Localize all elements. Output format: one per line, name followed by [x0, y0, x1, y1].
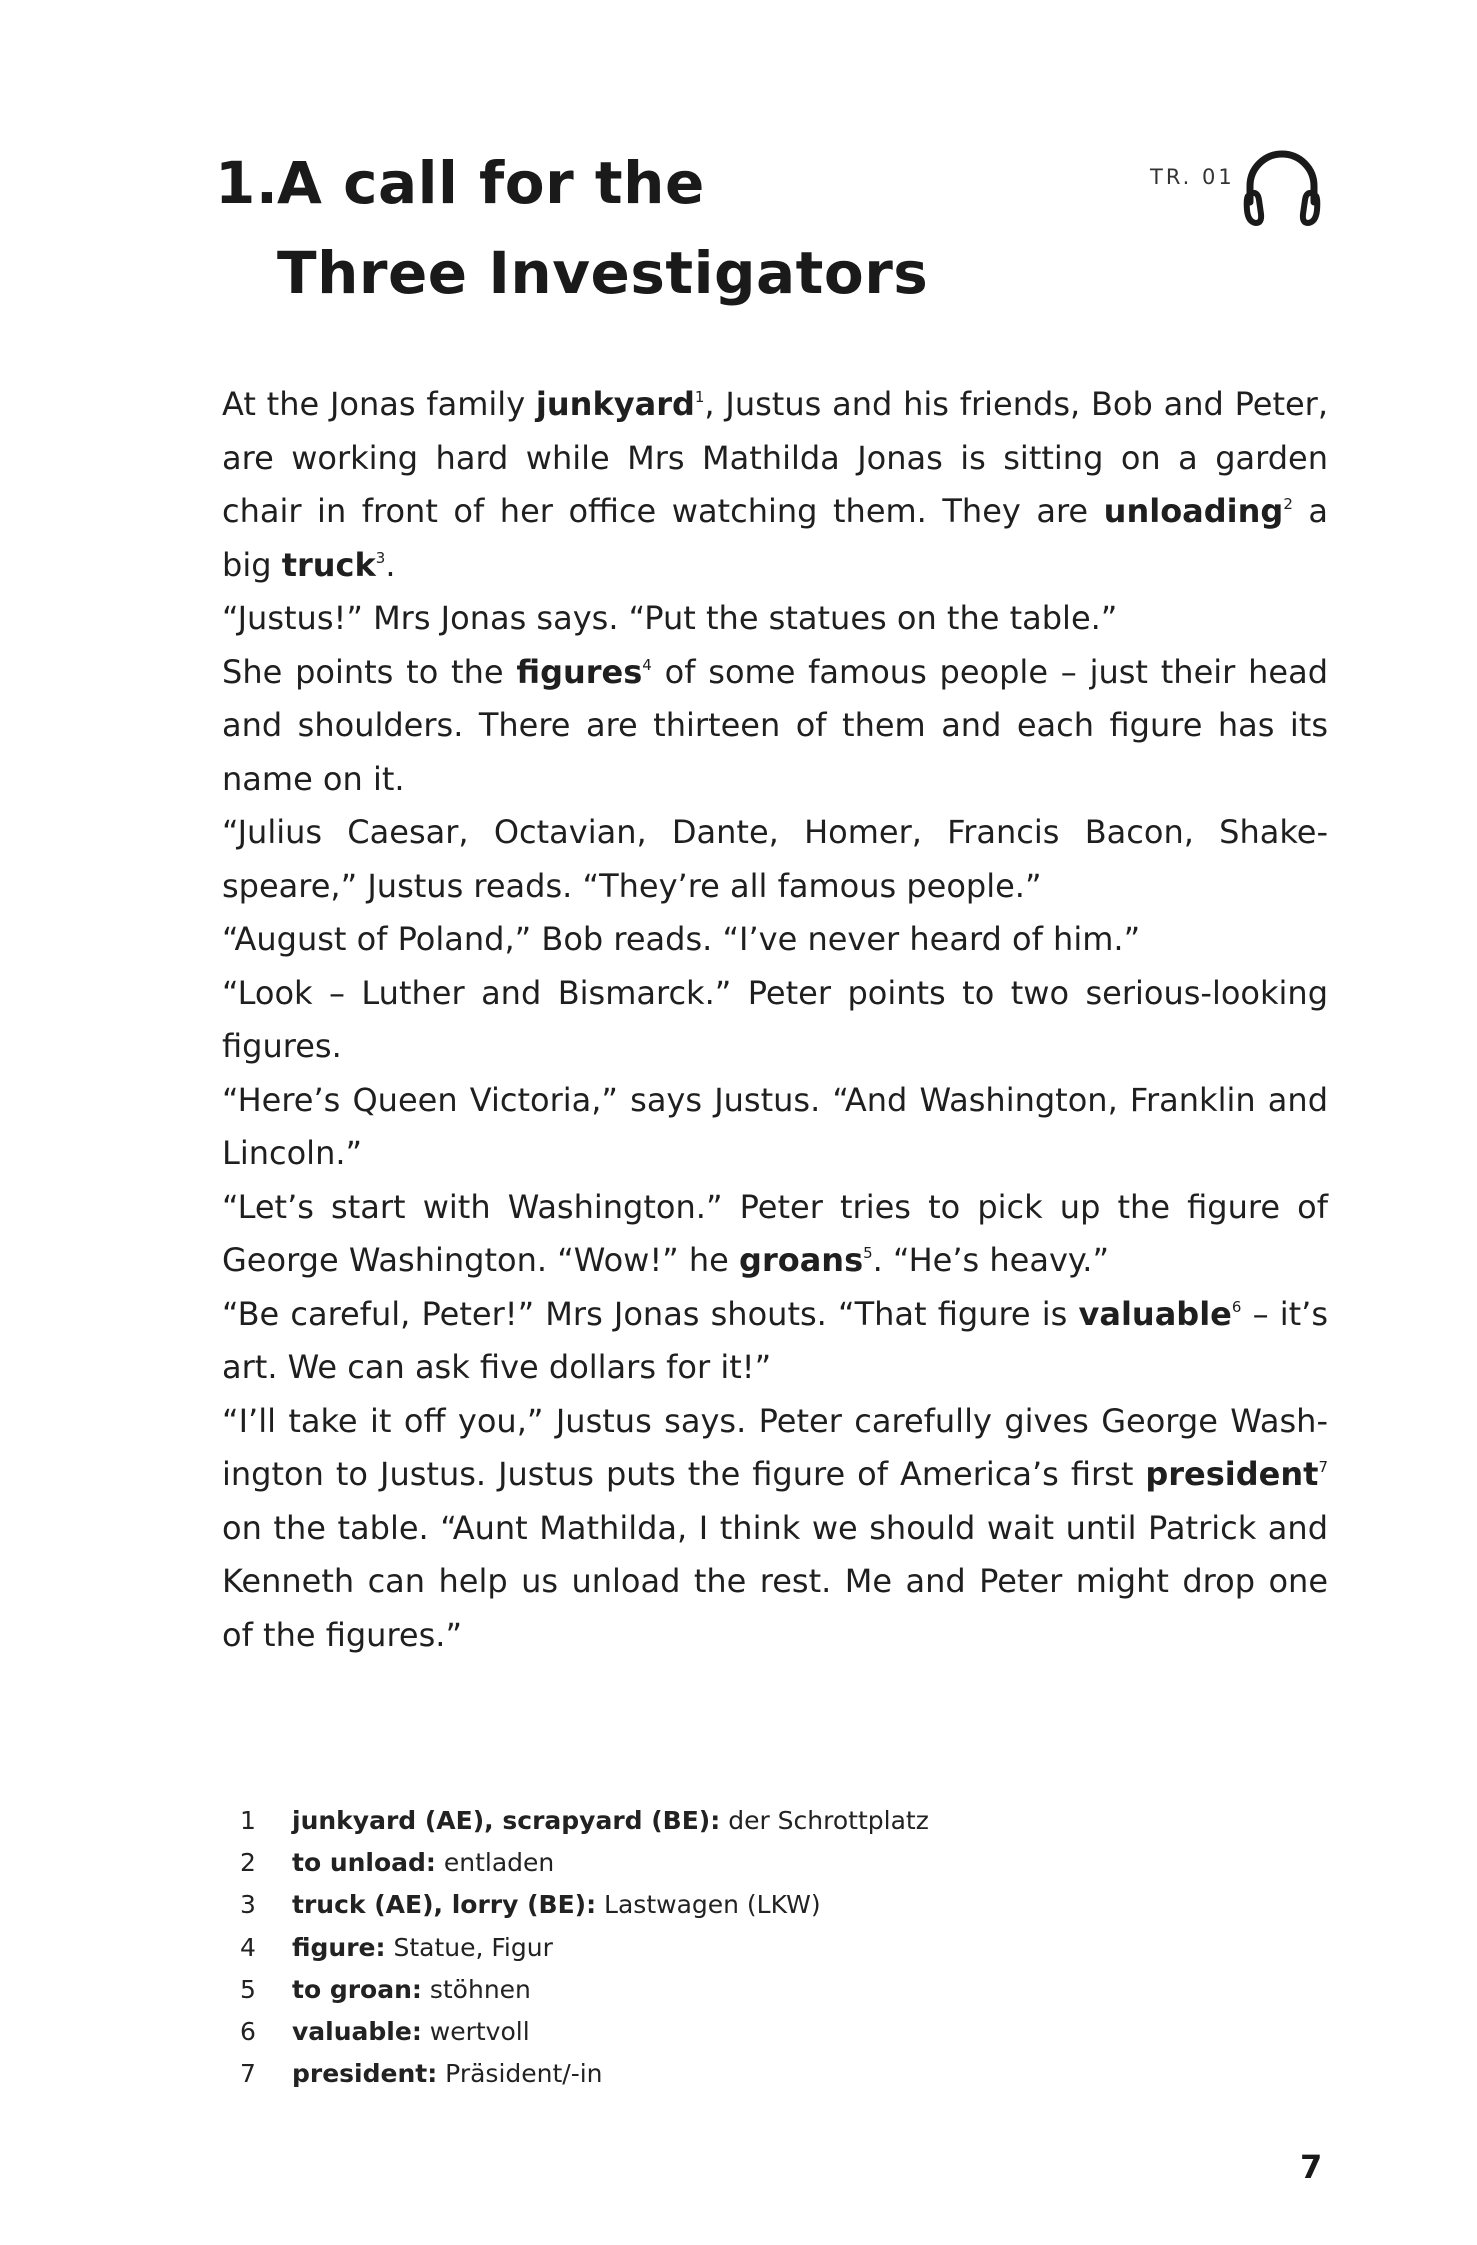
text-run: – it’s art. We can ask five dollars for it!” — [222, 1294, 1329, 1386]
text-run: “Here’s Queen Victoria,” says Justus. “And Washington, Franklin and Lincoln.” — [222, 1080, 1328, 1172]
paragraph — [222, 646, 1328, 807]
paragraph — [222, 1181, 1328, 1288]
text-run: on the table. “Aunt Mathilda, I think we should wait until Patrick and Kenneth can help us unload the rest. Me and Peter might drop one of the figures.” — [222, 1508, 1328, 1654]
text-run: “Let’s start with Washington.” Peter tries to pick up the figure of George Washington. “Wow!” he — [222, 1187, 1328, 1279]
text-run: “Be careful, Peter!” Mrs Jonas shouts. “That figure is — [222, 1294, 1079, 1333]
footnote-item — [240, 2011, 929, 2053]
footnote-number: 3 — [240, 1890, 256, 1920]
text-run: “Julius Caesar, Octavian, Dante, Homer, Francis Bacon, Shake-speare,” Justus reads. “They’re all famous people.” — [222, 813, 1328, 905]
headphones-icon[interactable] — [1240, 140, 1324, 230]
footnote-number: 4 — [240, 1932, 256, 1962]
footnote-term: truck (AE), lorry (BE): — [292, 1890, 597, 1920]
footnote-number: 6 — [240, 2017, 256, 2047]
footnote-item — [240, 1927, 929, 1969]
footnote-item — [240, 2053, 929, 2095]
glossary-term: valuable — [1078, 1294, 1232, 1333]
footnote-term: president: — [292, 2059, 438, 2089]
glossary-term: president — [1145, 1455, 1319, 1493]
track-label: TR. 01 — [1150, 165, 1235, 189]
footnote-number: 7 — [240, 2059, 256, 2089]
glossary-term: truck — [281, 545, 376, 584]
chapter-title-line1: A call for the — [277, 149, 705, 217]
footnote-marker: 1 — [694, 388, 705, 406]
footnote-item — [240, 1969, 929, 2011]
text-run: “I’ll take it off you,” Justus says. Peter carefully gives George Wash-ington to Justus. Justus puts the figure of America’s first — [222, 1401, 1328, 1493]
footnote-translation: entladen — [435, 1848, 555, 1878]
text-run: a big — [222, 492, 1329, 584]
paragraph — [222, 806, 1328, 913]
glossary-term: groans — [739, 1241, 864, 1279]
paragraph — [222, 378, 1328, 592]
text-run: At the Jonas family — [222, 385, 536, 423]
footnote-term: to groan: — [292, 1974, 422, 2004]
chapter-title-line2: Three Investigators — [277, 239, 929, 307]
footnote-translation: stöhnen — [421, 1974, 531, 2004]
text-run: , Justus and his friends, Bob and Peter, are working hard while Mrs Mathilda Jonas is sitting on a garden chair in front of her office watching them. They are — [222, 385, 1328, 530]
text-run: “Justus!” Mrs Jonas says. “Put the statues on the table.” — [222, 599, 1118, 637]
footnotes — [240, 1800, 929, 2095]
footnote-marker: 4 — [642, 655, 652, 674]
paragraph — [222, 1395, 1328, 1663]
text-run: “Look – Luther and Bismarck.” Peter points to two serious-looking figures. — [222, 973, 1328, 1065]
footnote-item — [240, 1842, 929, 1884]
footnote-number: 5 — [240, 1974, 256, 2004]
paragraph — [222, 967, 1328, 1074]
footnote-translation: Lastwagen (LKW) — [596, 1890, 821, 1920]
text-run: . — [385, 545, 396, 584]
paragraph — [222, 592, 1328, 646]
footnote-translation: Statue, Figur — [385, 1932, 553, 1962]
footnote-marker: 2 — [1283, 495, 1293, 513]
page-number: 7 — [1300, 2148, 1323, 2186]
footnote-number: 2 — [240, 1848, 256, 1878]
paragraph — [222, 913, 1328, 967]
footnote-translation: wertvoll — [421, 2017, 530, 2047]
footnote-term: to unload: — [292, 1848, 436, 1878]
footnote-term: valuable: — [292, 2017, 422, 2047]
footnote-marker: 6 — [1231, 1297, 1242, 1316]
chapter-title — [215, 138, 928, 318]
paragraph — [222, 1074, 1328, 1181]
text-run: “August of Poland,” Bob reads. “I’ve never heard of him.” — [222, 920, 1141, 958]
glossary-term: unloading — [1103, 492, 1284, 530]
glossary-term: figures — [516, 652, 643, 691]
text-run: . “He’s heavy.” — [872, 1241, 1110, 1279]
text-run: She points to the — [222, 652, 517, 691]
footnote-term: junkyard (AE), scrapyard (BE): — [292, 1806, 721, 1835]
glossary-term: junkyard — [535, 385, 695, 423]
footnote-marker: 7 — [1318, 1458, 1328, 1476]
footnote-item — [240, 1884, 929, 1926]
chapter-number: 1. — [215, 149, 279, 217]
text-run: of some famous people – just their head and shoulders. There are thirteen of them and each figure has its name on it. — [222, 652, 1328, 798]
footnote-term: figure: — [292, 1932, 386, 1962]
story-text — [222, 378, 1328, 1662]
footnote-marker: 5 — [863, 1244, 873, 1262]
footnote-translation: Präsident/-in — [437, 2059, 603, 2089]
footnote-number: 1 — [240, 1806, 256, 1835]
footnote-marker: 3 — [375, 548, 386, 567]
paragraph — [222, 1288, 1328, 1395]
footnote-translation: der Schrottplatz — [720, 1806, 929, 1835]
footnote-item — [240, 1800, 929, 1842]
